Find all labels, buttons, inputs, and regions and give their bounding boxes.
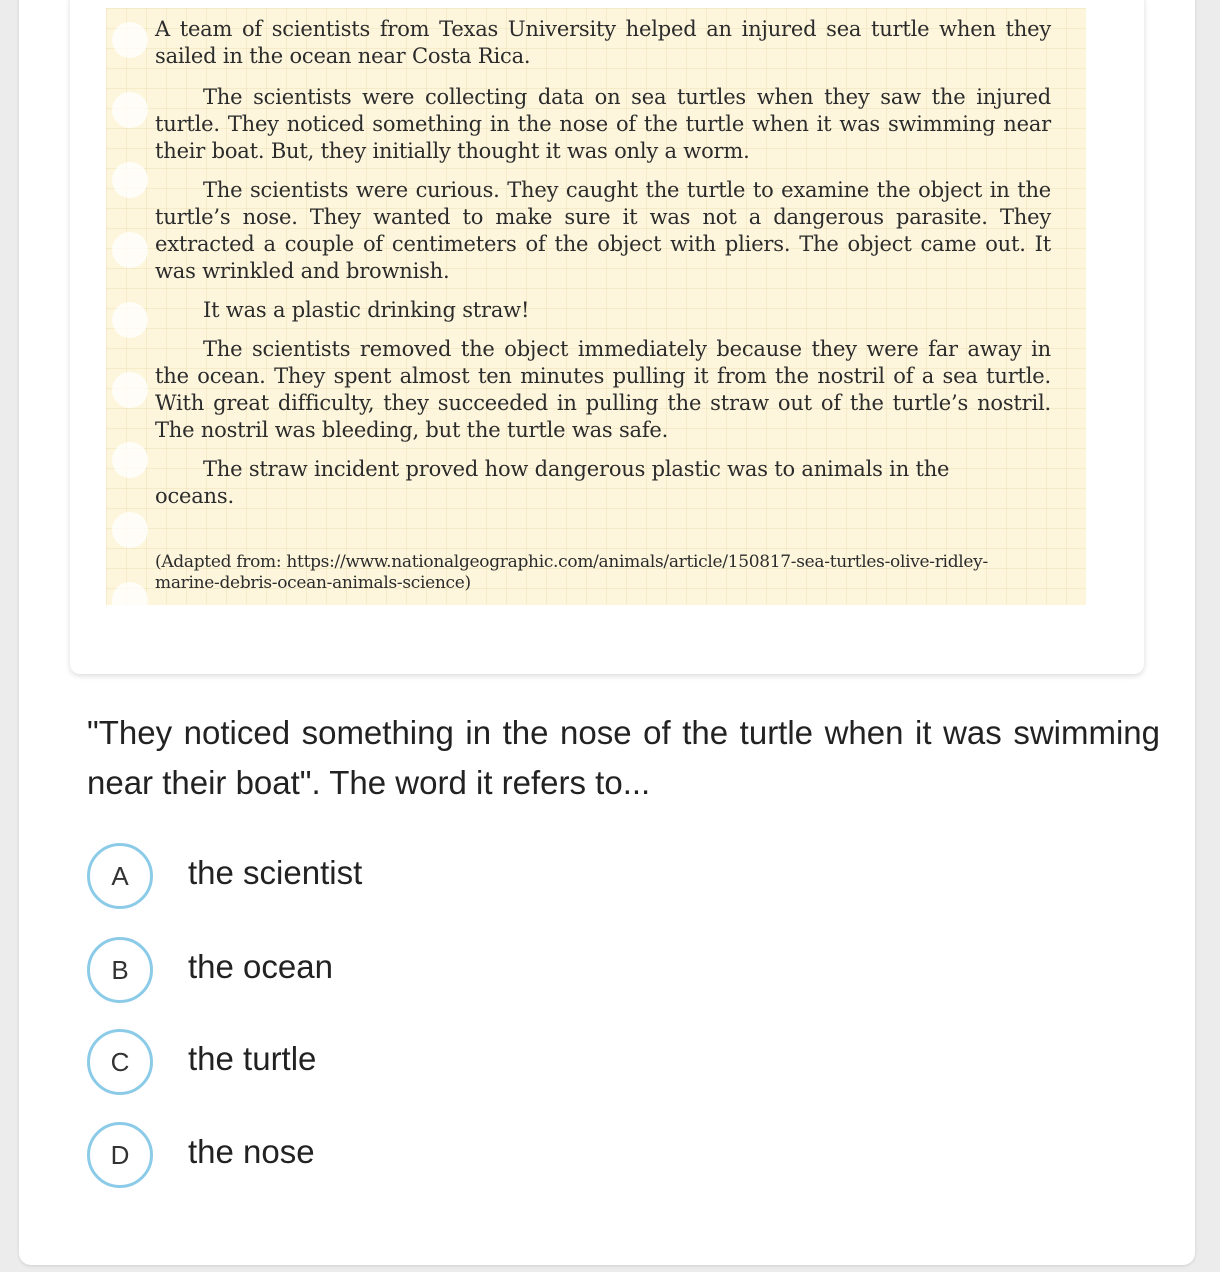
- option-b[interactable]: [87, 937, 687, 1003]
- passage-paragraph: The scientists were collecting data on sea turtles when they saw the injured turtle. They noticed something in the nose of the turtle when it was swimming near their boat. But, they initially thought it was only a worm.: [155, 85, 1051, 163]
- binder-hole: [112, 372, 148, 408]
- binder-hole: [112, 92, 148, 128]
- option-letter[interactable]: B: [87, 937, 153, 1003]
- option-label[interactable]: the scientist: [188, 854, 363, 891]
- binder-hole: [112, 302, 148, 338]
- passage-source: (Adapted from: https://www.nationalgeographic.com/animals/article/150817-sea-turtles-olive-ridley-marine-debris-ocean-animals-science): [155, 552, 988, 593]
- passage-paragraph: A team of scientists from Texas University helped an injured sea turtle when they sailed in the ocean near Costa Rica.: [155, 17, 1051, 68]
- passage-text: [155, 16, 1051, 522]
- option-letter[interactable]: D: [87, 1122, 153, 1188]
- option-d[interactable]: [87, 1122, 687, 1188]
- binder-hole: [112, 162, 148, 198]
- binder-hole: [112, 512, 148, 548]
- passage-paragraph: The scientists were curious. They caught the turtle to examine the object in the turtle’s nose. They wanted to make sure it was not a dangerous parasite. They extracted a couple of centimeters of the object with pliers. The object came out. It was wrinkled and brownish.: [155, 178, 1051, 283]
- binder-hole: [112, 232, 148, 268]
- passage-paragraph: The straw incident proved how dangerous plastic was to animals in the oceans.: [155, 457, 950, 508]
- reading-passage-image: [106, 8, 1086, 605]
- binder-hole: [112, 582, 148, 605]
- option-letter[interactable]: C: [87, 1029, 153, 1095]
- option-label[interactable]: the ocean: [188, 948, 333, 985]
- option-label[interactable]: the nose: [188, 1133, 315, 1170]
- option-letter[interactable]: A: [87, 843, 153, 909]
- question-text: "They noticed something in the nose of the turtle when it was swimming near their boat". The word it refers to...: [87, 714, 1160, 801]
- binder-hole: [112, 442, 148, 478]
- option-label[interactable]: the turtle: [188, 1040, 317, 1077]
- binder-hole: [112, 22, 148, 58]
- passage-paragraph: It was a plastic drinking straw!: [203, 298, 530, 322]
- passage-paragraph: The scientists removed the object immediately because they were far away in the ocean. They spent almost ten minutes pulling it from the nostril of a sea turtle. With great difficulty, they succeeded in pulling the straw out of the turtle’s nostril. The nostril was bleeding, but the turtle was safe.: [155, 337, 1051, 442]
- option-a[interactable]: [87, 843, 687, 909]
- option-c[interactable]: [87, 1029, 687, 1095]
